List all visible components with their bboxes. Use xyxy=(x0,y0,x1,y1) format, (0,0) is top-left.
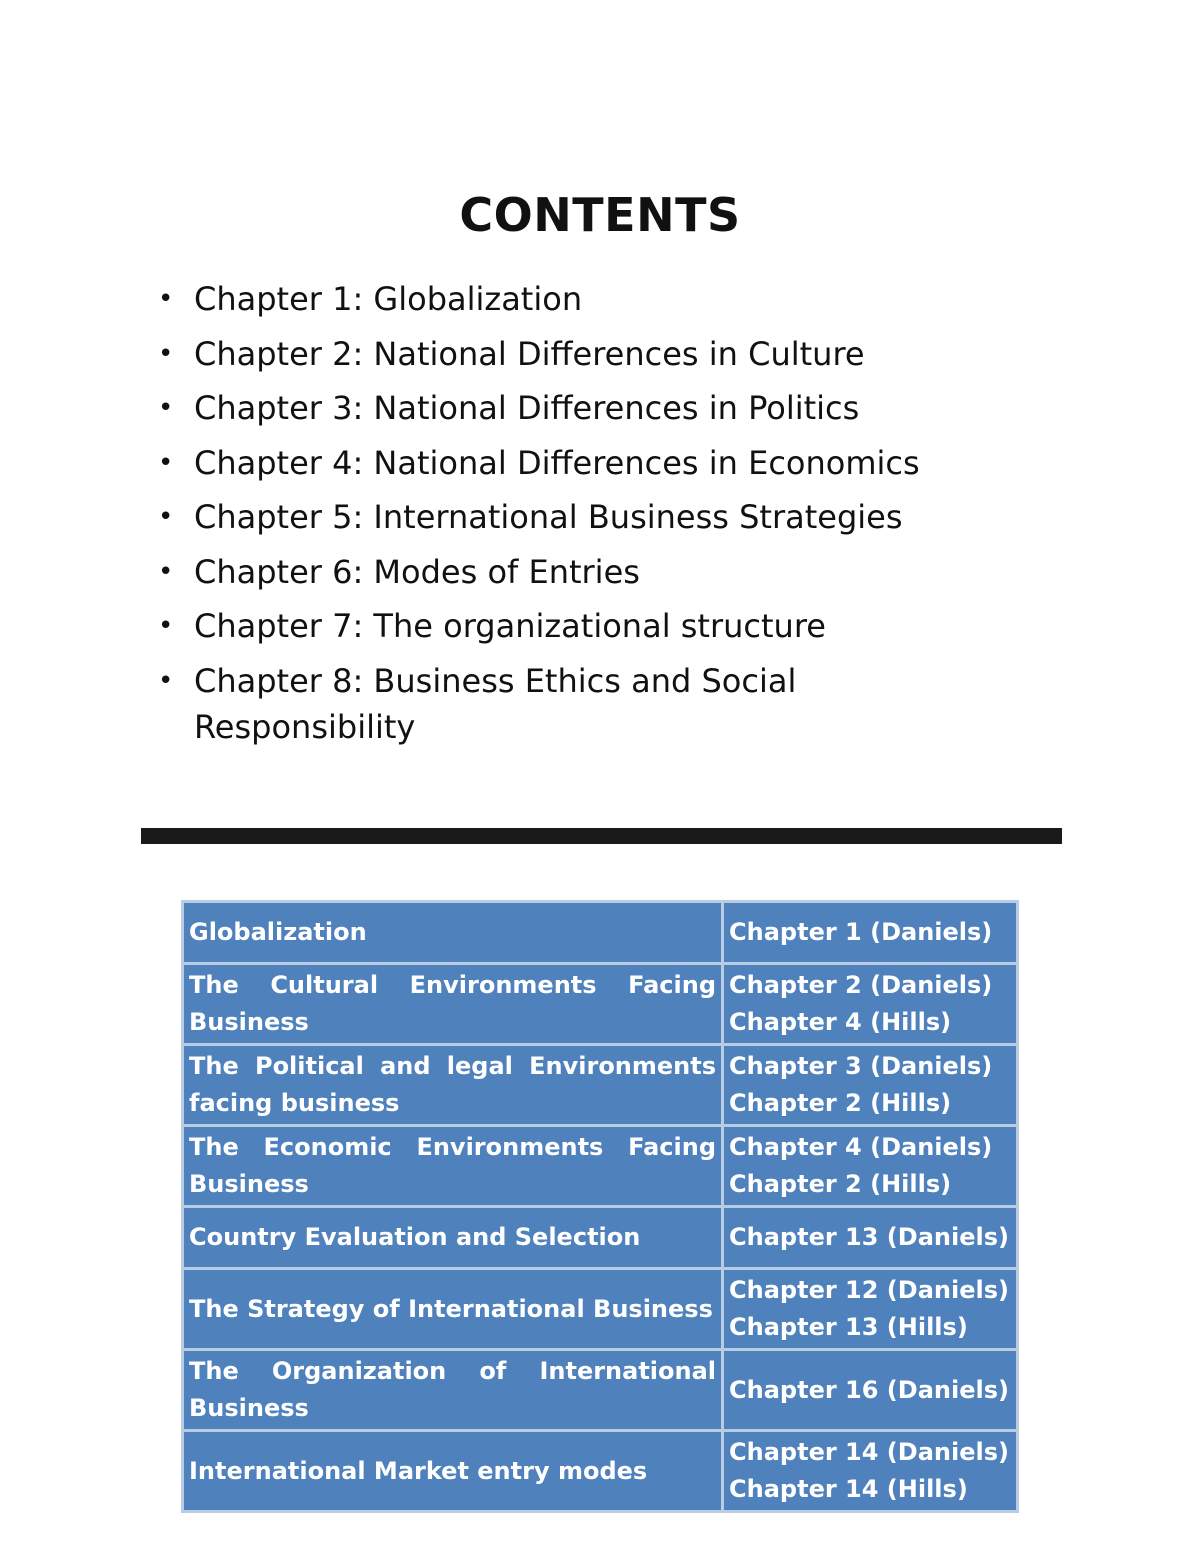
chapter-reference: Chapter 3 (Daniels) xyxy=(729,1052,993,1080)
chapter-reference: Chapter 13 (Daniels) xyxy=(729,1223,1009,1251)
chapter-reference: Chapter 14 (Hills) xyxy=(729,1475,968,1503)
list-item xyxy=(158,440,1058,486)
chapter-title: Chapter 3: National Differences in Politics xyxy=(194,389,860,427)
reference-cell xyxy=(723,1207,1018,1269)
bullet-icon: • xyxy=(158,338,174,369)
reference-cell xyxy=(723,1126,1018,1207)
chapter-title: Chapter 7: The organizational structure xyxy=(194,607,826,645)
chapter-reference: Chapter 4 (Hills) xyxy=(729,1008,952,1036)
contents-list xyxy=(158,276,1058,758)
reference-cell xyxy=(723,1350,1018,1431)
list-item xyxy=(158,385,1058,431)
table-row xyxy=(183,964,1018,1045)
bullet-icon: • xyxy=(158,556,174,587)
section-divider xyxy=(141,828,1062,844)
topic-cell: The Organization of International Business xyxy=(183,1350,723,1431)
list-item xyxy=(158,494,1058,540)
chapter-title: Chapter 4: National Differences in Economics xyxy=(194,443,920,482)
bullet-icon: • xyxy=(158,611,174,641)
chapter-reference: Chapter 14 (Daniels) xyxy=(729,1438,1009,1466)
table-row xyxy=(183,902,1018,964)
topic-cell: The Economic Environments Facing Business xyxy=(183,1126,723,1207)
chapter-reference: Chapter 2 (Daniels) xyxy=(729,971,993,999)
list-item xyxy=(158,603,1058,649)
bullet-icon: • xyxy=(158,447,174,478)
chapter-title: Chapter 1: Globalization xyxy=(194,280,583,318)
bullet-icon: • xyxy=(158,502,174,532)
table-row xyxy=(183,1126,1018,1207)
topic-cell: Country Evaluation and Selection xyxy=(183,1207,723,1269)
chapter-reference: Chapter 2 (Hills) xyxy=(729,1170,952,1198)
topic-cell: The Strategy of International Business xyxy=(183,1269,723,1350)
table-row xyxy=(183,1045,1018,1126)
chapter-reference: Chapter 2 (Hills) xyxy=(729,1089,952,1117)
reference-cell xyxy=(723,1269,1018,1350)
topic-cell: The Cultural Environments Facing Business xyxy=(183,964,723,1045)
list-item xyxy=(158,658,834,750)
reference-cell xyxy=(723,902,1018,964)
table-row xyxy=(183,1431,1018,1512)
bullet-icon: • xyxy=(158,665,174,696)
topic-cell: International Market entry modes xyxy=(183,1431,723,1512)
list-item xyxy=(158,276,1058,322)
reference-cell xyxy=(723,1431,1018,1512)
chapter-reference: Chapter 12 (Daniels) xyxy=(729,1276,1009,1304)
table-row xyxy=(183,1350,1018,1431)
table-row xyxy=(183,1207,1018,1269)
chapter-reference: Chapter 4 (Daniels) xyxy=(729,1133,993,1161)
list-item xyxy=(158,331,1058,377)
chapter-reference: Chapter 1 (Daniels) xyxy=(729,918,993,946)
chapter-title: Chapter 2: National Differences in Culture xyxy=(194,334,865,373)
chapter-mapping-table xyxy=(181,900,1019,1513)
chapter-title: Chapter 6: Modes of Entries xyxy=(194,552,640,591)
chapter-reference: Chapter 16 (Daniels) xyxy=(729,1375,1009,1404)
table-row xyxy=(183,1269,1018,1350)
page-title: CONTENTS xyxy=(459,188,741,242)
chapter-title: Chapter 8: Business Ethics and Social Responsibility xyxy=(194,661,797,746)
list-item xyxy=(158,549,1058,595)
chapter-title: Chapter 5: International Business Strategies xyxy=(194,498,903,536)
reference-cell xyxy=(723,1045,1018,1126)
topic-cell: Globalization xyxy=(183,902,723,964)
chapter-reference: Chapter 13 (Hills) xyxy=(729,1313,968,1341)
bullet-icon: • xyxy=(158,284,174,314)
reference-cell xyxy=(723,964,1018,1045)
topic-cell: The Political and legal Environments facing business xyxy=(183,1045,723,1126)
bullet-icon: • xyxy=(158,393,174,423)
